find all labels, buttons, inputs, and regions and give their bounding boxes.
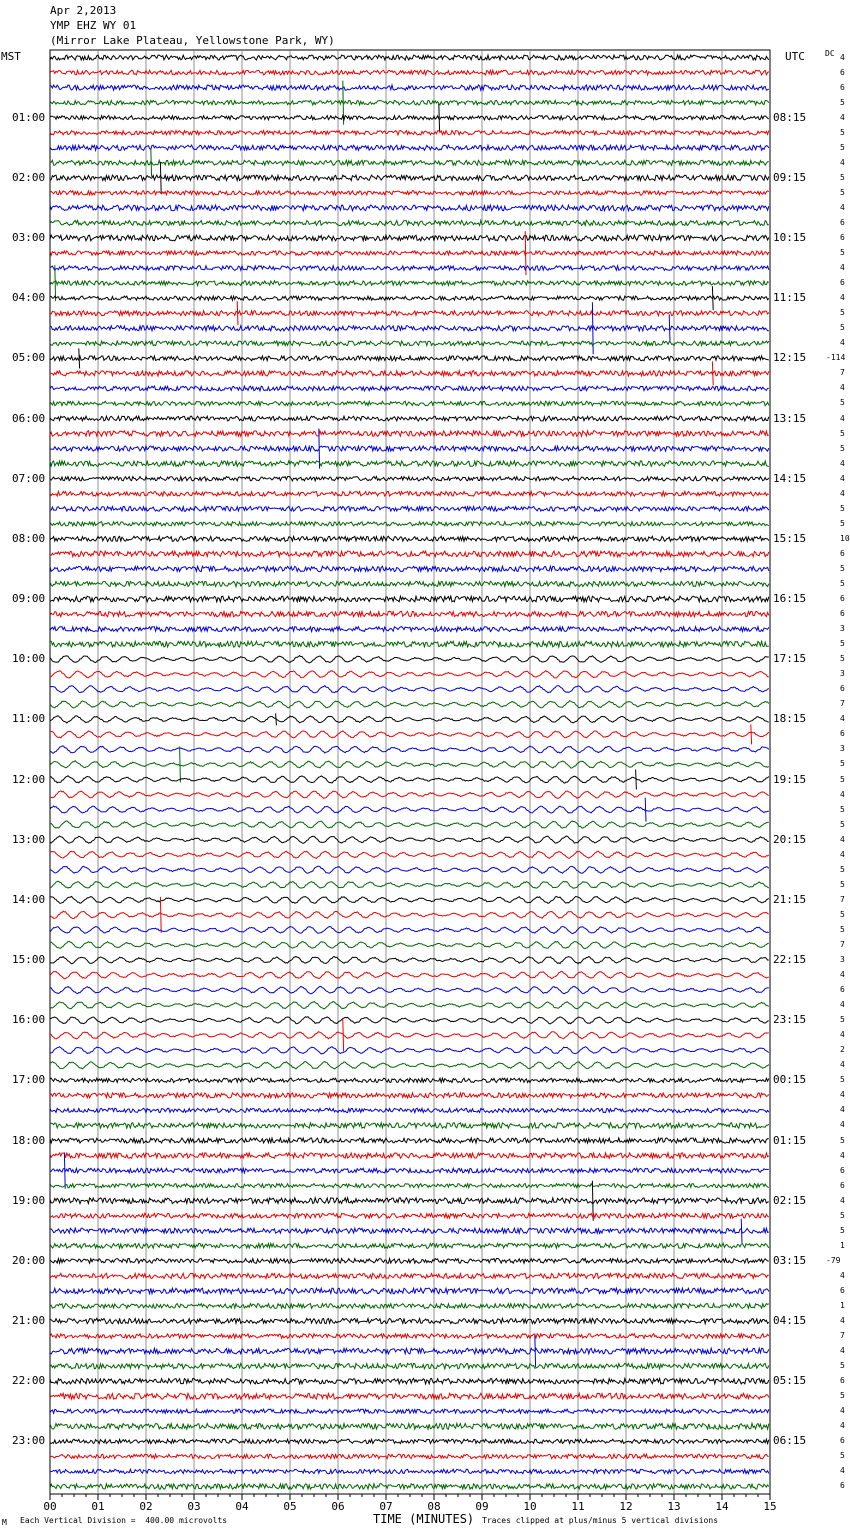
trace-row-82 [50, 1288, 769, 1294]
right-hour-label: 04:15 [773, 1314, 807, 1328]
dc-offset-value: 5 [840, 443, 845, 453]
dc-offset-value: 4 [840, 1120, 845, 1130]
x-tick-label: 04 [235, 1500, 249, 1513]
trace-row-51 [50, 821, 769, 828]
left-hour-label: 13:00 [12, 832, 46, 846]
trace-row-90 [50, 1409, 769, 1413]
dc-offset-header: DC [825, 49, 835, 58]
trace-row-92 [50, 1439, 769, 1443]
dc-offset-value: 5 [840, 1075, 845, 1085]
right-hour-label: 08:15 [773, 110, 807, 124]
dc-offset-value: 4 [840, 714, 845, 724]
chart-station: YMP EHZ WY 01 [50, 19, 137, 32]
dc-offset-value: 3 [840, 955, 845, 965]
trace-row-16 [50, 286, 769, 310]
dc-offset-value: 6 [840, 684, 845, 694]
right-hour-label: 17:15 [773, 652, 807, 666]
dc-offset-value: 6 [840, 278, 845, 288]
dc-offset-value: 7 [840, 699, 845, 709]
trace-row-88 [50, 1379, 769, 1384]
dc-offset-value: 1 [840, 1240, 845, 1250]
trace-row-93 [50, 1454, 769, 1459]
dc-offset-value: 7 [840, 1331, 845, 1341]
x-tick-label: 12 [619, 1500, 633, 1513]
left-hour-label: 16:00 [12, 1013, 46, 1027]
dc-offset-value: 5 [840, 759, 845, 769]
trace-row-17 [50, 301, 769, 325]
dc-offset-value: 4 [840, 338, 845, 348]
dc-offset-value: 5 [840, 639, 845, 649]
dc-offset-value: 6 [840, 1165, 845, 1175]
dc-offset-value: 5 [840, 172, 845, 182]
dc-offset-value: 5 [840, 909, 845, 919]
trace-row-52 [50, 836, 769, 843]
dc-offset-value: 6 [840, 548, 845, 558]
right-hour-label: 01:15 [773, 1133, 807, 1147]
right-hour-label: 20:15 [773, 832, 807, 846]
time-axis [43, 1494, 776, 1513]
dc-offset-value: 5 [840, 142, 845, 152]
dc-offset-value: 5 [840, 518, 845, 528]
dc-offset-value: 4 [840, 1195, 845, 1205]
trace-row-77 [50, 1213, 769, 1218]
dc-offset-value: 6 [840, 1481, 845, 1491]
left-hour-label: 19:00 [12, 1193, 46, 1207]
left-timezone-label: MST [1, 50, 21, 63]
left-hour-label: 21:00 [12, 1314, 46, 1328]
left-hour-label: 03:00 [12, 231, 46, 245]
left-hour-label: 14:00 [12, 892, 46, 906]
left-hour-label: 20:00 [12, 1253, 46, 1267]
dc-offset-value: 6 [840, 1436, 845, 1446]
left-hour-label: 06:00 [12, 411, 46, 425]
dc-offset-value: 5 [840, 248, 845, 258]
right-hour-label: 16:15 [773, 592, 807, 606]
trace-row-45 [50, 724, 769, 744]
trace-row-38 [50, 627, 769, 632]
right-hour-label: 19:15 [773, 772, 807, 786]
trace-row-49 [50, 791, 769, 798]
trace-row-32 [50, 536, 769, 541]
dc-offset-value: 4 [840, 413, 845, 423]
left-hour-label: 05:00 [12, 351, 46, 365]
trace-row-69 [50, 1093, 769, 1098]
dc-offset-value: 5 [840, 1210, 845, 1220]
trace-row-6 [50, 145, 769, 150]
trace-row-54 [50, 866, 769, 873]
trace-row-35 [50, 581, 769, 586]
dc-offset-value: 3 [840, 744, 845, 754]
dc-offset-value: 5 [840, 1451, 845, 1461]
trace-row-31 [50, 522, 769, 526]
trace-row-34 [50, 566, 769, 571]
right-hour-label: 10:15 [773, 231, 807, 245]
trace-row-44 [50, 713, 769, 725]
dc-offset-value: 4 [840, 52, 845, 62]
dc-offset-value: 4 [840, 1060, 845, 1070]
trace-row-39 [50, 641, 769, 647]
trace-row-37 [50, 611, 769, 616]
left-hour-label: 17:00 [12, 1073, 46, 1087]
dc-offset-value: 6 [840, 1285, 845, 1295]
trace-row-62 [50, 986, 769, 993]
dc-offset-value: 5 [840, 578, 845, 588]
x-tick-label: 03 [187, 1500, 201, 1513]
right-hour-label: 05:15 [773, 1374, 807, 1388]
trace-row-83 [50, 1304, 769, 1309]
trace-row-36 [50, 596, 769, 602]
dc-offset-value: 4 [840, 458, 845, 468]
trace-row-63 [50, 1001, 769, 1009]
trace-row-48 [50, 770, 769, 790]
trace-row-64 [50, 1017, 769, 1024]
dc-offset-value: 3 [840, 669, 845, 679]
right-timezone-label: UTC [785, 50, 805, 63]
trace-row-79 [50, 1243, 769, 1248]
trace-row-0 [50, 55, 769, 60]
left-hour-label: 12:00 [12, 772, 46, 786]
trace-row-11 [50, 220, 769, 225]
dc-offset-value: 1 [840, 1300, 845, 1310]
trace-row-18 [50, 302, 769, 354]
dc-offset-value: 5 [840, 563, 845, 573]
x-tick-label: 15 [763, 1500, 777, 1513]
trace-row-33 [50, 551, 769, 557]
x-tick-label: 08 [427, 1500, 441, 1513]
right-hour-label: 15:15 [773, 531, 807, 545]
x-tick-label: 01 [91, 1500, 105, 1513]
trace-row-43 [50, 701, 769, 708]
dc-offset-value: 10 [840, 533, 850, 543]
trace-row-58 [50, 927, 769, 934]
dc-offset-value: 5 [840, 127, 845, 137]
left-hour-label: 22:00 [12, 1374, 46, 1388]
dc-offset-value: 4 [840, 1406, 845, 1416]
chart-location: (Mirror Lake Plateau, Yellowstone Park, WY) [50, 34, 335, 47]
dc-offset-value: 5 [840, 819, 845, 829]
right-hour-label: 12:15 [773, 351, 807, 365]
dc-offset-value: 4 [840, 970, 845, 980]
dc-offset-value: 4 [840, 112, 845, 122]
trace-row-70 [50, 1108, 769, 1112]
x-tick-label: 10 [523, 1500, 537, 1513]
dc-offset-value: 5 [840, 428, 845, 438]
trace-row-57 [50, 897, 769, 933]
dc-offset-value: 7 [840, 894, 845, 904]
trace-row-94 [50, 1469, 769, 1474]
dc-offset-value: 4 [840, 488, 845, 498]
trace-row-75 [50, 1184, 769, 1188]
trace-row-20 [50, 348, 769, 368]
left-hour-label: 10:00 [12, 652, 46, 666]
trace-row-59 [50, 941, 769, 948]
trace-row-60 [50, 957, 769, 964]
trace-row-67 [50, 1062, 769, 1069]
right-hour-label: 03:15 [773, 1253, 807, 1267]
left-hour-label: 11:00 [12, 712, 46, 726]
scale-mark: M [2, 1518, 7, 1527]
dc-offset-value: 5 [840, 1135, 845, 1145]
trace-row-84 [50, 1318, 769, 1323]
x-tick-label: 06 [331, 1500, 345, 1513]
right-hour-label: 06:15 [773, 1434, 807, 1448]
trace-row-61 [50, 971, 769, 978]
dc-offset-value: 5 [840, 1015, 845, 1025]
trace-row-89 [50, 1393, 769, 1399]
trace-row-9 [50, 191, 769, 195]
right-hour-label: 23:15 [773, 1013, 807, 1027]
x-tick-label: 11 [571, 1500, 585, 1513]
trace-row-53 [50, 851, 769, 858]
dc-offset-value: 4 [840, 1030, 845, 1040]
dc-offset-value: 5 [840, 1361, 845, 1371]
dc-offset-value: 6 [840, 67, 845, 77]
dc-offset-value: 4 [840, 849, 845, 859]
chart-date: Apr 2,2013 [50, 4, 117, 17]
dc-offset-value: 2 [840, 1045, 845, 1055]
trace-row-8 [50, 162, 769, 194]
x-axis-title: TIME (MINUTES) [373, 1512, 475, 1526]
dc-offset-value: 5 [840, 398, 845, 408]
dc-offset-value: 5 [840, 187, 845, 197]
trace-row-87 [50, 1363, 769, 1369]
dc-offset-value: 4 [840, 1270, 845, 1280]
left-hour-label: 04:00 [12, 291, 46, 305]
right-hour-label: 18:15 [773, 712, 807, 726]
trace-row-29 [50, 491, 769, 496]
trace-row-7 [50, 149, 769, 177]
trace-row-4 [50, 104, 769, 132]
dc-offset-value: 6 [840, 729, 845, 739]
trace-row-5 [50, 131, 769, 135]
trace-row-30 [50, 506, 769, 511]
trace-row-80 [50, 1259, 769, 1264]
trace-row-78 [50, 1219, 769, 1243]
left-hour-label: 15:00 [12, 953, 46, 967]
trace-row-10 [50, 205, 769, 211]
dc-offset-value: 4 [840, 202, 845, 212]
dc-offset-value: 5 [840, 804, 845, 814]
dc-offset-value: 5 [840, 1225, 845, 1235]
dc-offset-value: 4 [840, 293, 845, 303]
trace-row-66 [50, 1047, 769, 1054]
trace-row-91 [50, 1423, 769, 1429]
left-hour-label: 02:00 [12, 170, 46, 184]
trace-row-2 [50, 85, 769, 90]
seismic-traces [50, 55, 769, 1489]
dc-offset-value: 6 [840, 217, 845, 227]
trace-row-73 [50, 1153, 769, 1158]
x-tick-label: 00 [43, 1500, 57, 1513]
dc-offset-value: 4 [840, 383, 845, 393]
left-hour-label: 18:00 [12, 1133, 46, 1147]
trace-row-21 [50, 361, 769, 385]
dc-offset-value: 5 [840, 97, 845, 107]
dc-offset-value: 6 [840, 1180, 845, 1190]
trace-row-95 [50, 1484, 769, 1489]
trace-row-23 [50, 401, 769, 405]
trace-row-28 [50, 477, 769, 481]
dc-offset-value: 4 [840, 157, 845, 167]
dc-offset-value: 4 [840, 1316, 845, 1326]
x-tick-label: 13 [667, 1500, 681, 1513]
dc-offset-value: 4 [840, 789, 845, 799]
trace-row-19 [50, 341, 769, 346]
trace-row-65 [50, 1019, 769, 1051]
dc-offset-value: 6 [840, 594, 845, 604]
right-hour-label: 09:15 [773, 170, 807, 184]
dc-offset-value: -114 [826, 353, 846, 363]
trace-row-46 [50, 746, 769, 753]
dc-offset-value: 4 [840, 263, 845, 273]
trace-row-24 [50, 416, 769, 421]
x-tick-label: 07 [379, 1500, 393, 1513]
right-hour-label: 02:15 [773, 1193, 807, 1207]
dc-offset-value: 3 [840, 624, 845, 634]
dc-offset-value: 4 [840, 473, 845, 483]
dc-offset-value: 5 [840, 924, 845, 934]
dc-offset-value: 4 [840, 1346, 845, 1356]
left-hour-label: 09:00 [12, 592, 46, 606]
dc-offset-value: 5 [840, 774, 845, 784]
dc-offset-value: 5 [840, 654, 845, 664]
trace-row-68 [50, 1078, 769, 1082]
right-hour-label: 11:15 [773, 291, 807, 305]
left-hour-label: 01:00 [12, 110, 46, 124]
dc-offset-value: -79 [826, 1255, 841, 1265]
dc-offset-value: 6 [840, 985, 845, 995]
dc-offset-value: 6 [840, 609, 845, 619]
trace-row-71 [50, 1123, 769, 1128]
trace-row-15 [50, 265, 769, 301]
x-tick-label: 09 [475, 1500, 489, 1513]
trace-row-22 [50, 386, 769, 391]
dc-offset-value: 5 [840, 864, 845, 874]
dc-offset-value: 7 [840, 368, 845, 378]
dc-offset-value: 6 [840, 82, 845, 92]
dc-offset-value: 4 [840, 834, 845, 844]
dc-offset-value: 7 [840, 939, 845, 949]
trace-row-56 [50, 896, 769, 903]
right-hour-label: 14:15 [773, 471, 807, 485]
trace-row-25 [50, 431, 769, 437]
x-tick-label: 05 [283, 1500, 297, 1513]
dc-offset-value: 4 [840, 1105, 845, 1115]
trace-row-12 [50, 235, 769, 241]
right-hour-label: 00:15 [773, 1073, 807, 1087]
dc-offset-value: 4 [840, 1421, 845, 1431]
dc-offset-value: 4 [840, 1150, 845, 1160]
right-hour-label: 21:15 [773, 892, 807, 906]
left-hour-label: 08:00 [12, 531, 46, 545]
trace-row-81 [50, 1273, 769, 1278]
trace-row-27 [50, 461, 769, 467]
dc-offset-value: 4 [840, 1000, 845, 1010]
trace-row-50 [50, 798, 769, 822]
clip-note: Traces clipped at plus/minus 5 vertical divisions [482, 1516, 719, 1525]
dc-offset-value: 6 [840, 1376, 845, 1386]
dc-offset-value: 4 [840, 1466, 845, 1476]
dc-offset-value: 5 [840, 879, 845, 889]
dc-offset-value: 6 [840, 233, 845, 243]
trace-row-47 [50, 747, 769, 783]
right-hour-label: 13:15 [773, 411, 807, 425]
dc-offset-value: 5 [840, 323, 845, 333]
dc-offset-value: 5 [840, 308, 845, 318]
x-tick-label: 14 [715, 1500, 729, 1513]
left-hour-label: 07:00 [12, 471, 46, 485]
trace-row-1 [50, 70, 769, 75]
trace-row-41 [50, 671, 769, 678]
right-hour-label: 22:15 [773, 953, 807, 967]
trace-row-42 [50, 686, 769, 693]
dc-offset-value: 5 [840, 503, 845, 513]
division-note: Each Vertical Division = 400.00 microvolts [20, 1516, 228, 1525]
left-hour-label: 23:00 [12, 1434, 46, 1448]
trace-row-74 [50, 1153, 769, 1189]
trace-row-40 [50, 656, 769, 663]
trace-row-14 [50, 266, 769, 271]
dc-offset-value: 4 [840, 1090, 845, 1100]
dc-offset-value: 5 [840, 1391, 845, 1401]
trace-row-72 [50, 1138, 769, 1143]
trace-row-55 [50, 881, 769, 888]
trace-row-85 [50, 1334, 769, 1339]
x-tick-label: 02 [139, 1500, 153, 1513]
trace-row-86 [50, 1335, 769, 1367]
